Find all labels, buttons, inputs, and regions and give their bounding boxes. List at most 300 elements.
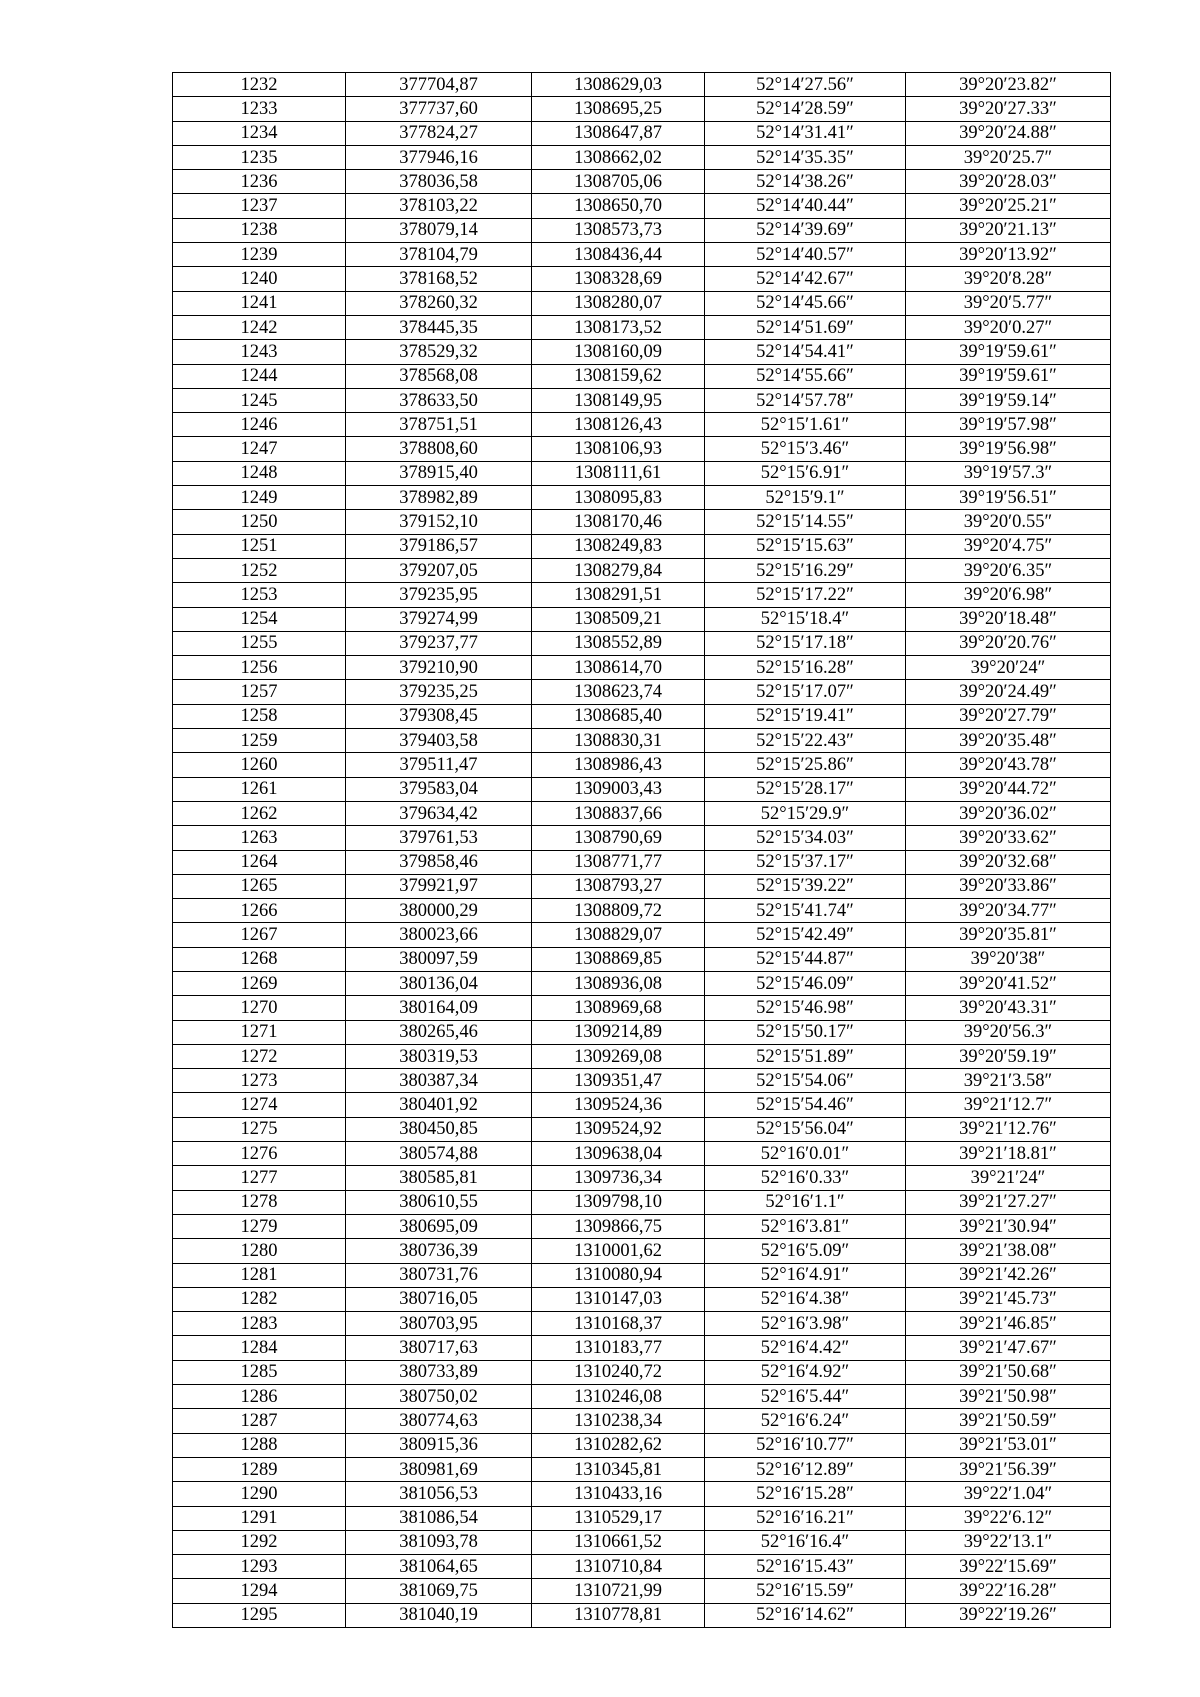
table-row — [173, 874, 1111, 898]
y-coordinate-cell: 1310147,03 — [532, 1287, 705, 1311]
latitude-cell: 52°16′16.4″ — [705, 1530, 906, 1554]
y-coordinate-cell: 1310710,84 — [532, 1555, 705, 1579]
longitude-cell: 39°20′18.48″ — [906, 607, 1111, 631]
latitude-cell: 52°16′0.01″ — [705, 1142, 906, 1166]
table-row — [173, 340, 1111, 364]
point-number-cell: 1292 — [173, 1530, 346, 1554]
table-row — [173, 534, 1111, 558]
table-row — [173, 1312, 1111, 1336]
longitude-cell: 39°21′56.39″ — [906, 1457, 1111, 1481]
latitude-cell: 52°15′54.46″ — [705, 1093, 906, 1117]
x-coordinate-cell: 381040,19 — [346, 1603, 532, 1627]
table-row — [173, 388, 1111, 412]
y-coordinate-cell: 1308552,89 — [532, 631, 705, 655]
point-number-cell: 1275 — [173, 1117, 346, 1141]
table-row — [173, 267, 1111, 291]
y-coordinate-cell: 1308936,08 — [532, 971, 705, 995]
longitude-cell: 39°20′32.68″ — [906, 850, 1111, 874]
y-coordinate-cell: 1308291,51 — [532, 583, 705, 607]
y-coordinate-cell: 1308509,21 — [532, 607, 705, 631]
x-coordinate-cell: 378445,35 — [346, 315, 532, 339]
point-number-cell: 1252 — [173, 558, 346, 582]
point-number-cell: 1288 — [173, 1433, 346, 1457]
point-number-cell: 1233 — [173, 97, 346, 121]
longitude-cell: 39°19′57.3″ — [906, 461, 1111, 485]
y-coordinate-cell: 1308771,77 — [532, 850, 705, 874]
longitude-cell: 39°20′24.88″ — [906, 121, 1111, 145]
latitude-cell: 52°16′0.33″ — [705, 1166, 906, 1190]
latitude-cell: 52°16′4.91″ — [705, 1263, 906, 1287]
x-coordinate-cell: 380750,02 — [346, 1385, 532, 1409]
longitude-cell: 39°22′6.12″ — [906, 1506, 1111, 1530]
point-number-cell: 1258 — [173, 704, 346, 728]
coordinate-table-body — [173, 73, 1111, 1628]
table-row — [173, 971, 1111, 995]
y-coordinate-cell: 1308809,72 — [532, 899, 705, 923]
longitude-cell: 39°20′35.81″ — [906, 923, 1111, 947]
latitude-cell: 52°14′38.26″ — [705, 170, 906, 194]
point-number-cell: 1250 — [173, 510, 346, 534]
table-row — [173, 1360, 1111, 1384]
longitude-cell: 39°21′53.01″ — [906, 1433, 1111, 1457]
point-number-cell: 1271 — [173, 1020, 346, 1044]
latitude-cell: 52°14′55.66″ — [705, 364, 906, 388]
latitude-cell: 52°16′14.62″ — [705, 1603, 906, 1627]
latitude-cell: 52°15′34.03″ — [705, 826, 906, 850]
x-coordinate-cell: 379210,90 — [346, 656, 532, 680]
latitude-cell: 52°14′45.66″ — [705, 291, 906, 315]
point-number-cell: 1259 — [173, 729, 346, 753]
point-number-cell: 1255 — [173, 631, 346, 655]
table-row — [173, 826, 1111, 850]
longitude-cell: 39°20′38″ — [906, 947, 1111, 971]
table-row — [173, 996, 1111, 1020]
point-number-cell: 1240 — [173, 267, 346, 291]
longitude-cell: 39°20′34.77″ — [906, 899, 1111, 923]
x-coordinate-cell: 378103,22 — [346, 194, 532, 218]
y-coordinate-cell: 1310080,94 — [532, 1263, 705, 1287]
table-row — [173, 850, 1111, 874]
point-number-cell: 1260 — [173, 753, 346, 777]
x-coordinate-cell: 379235,25 — [346, 680, 532, 704]
latitude-cell: 52°15′1.61″ — [705, 413, 906, 437]
latitude-cell: 52°16′3.98″ — [705, 1312, 906, 1336]
x-coordinate-cell: 378751,51 — [346, 413, 532, 437]
longitude-cell: 39°20′20.76″ — [906, 631, 1111, 655]
table-row — [173, 704, 1111, 728]
latitude-cell: 52°15′19.41″ — [705, 704, 906, 728]
x-coordinate-cell: 378808,60 — [346, 437, 532, 461]
longitude-cell: 39°21′45.73″ — [906, 1287, 1111, 1311]
latitude-cell: 52°15′41.74″ — [705, 899, 906, 923]
y-coordinate-cell: 1308629,03 — [532, 73, 705, 97]
latitude-cell: 52°15′9.1″ — [705, 486, 906, 510]
latitude-cell: 52°16′16.21″ — [705, 1506, 906, 1530]
point-number-cell: 1279 — [173, 1214, 346, 1238]
x-coordinate-cell: 379207,05 — [346, 558, 532, 582]
y-coordinate-cell: 1310183,77 — [532, 1336, 705, 1360]
latitude-cell: 52°15′14.55″ — [705, 510, 906, 534]
point-number-cell: 1257 — [173, 680, 346, 704]
point-number-cell: 1234 — [173, 121, 346, 145]
latitude-cell: 52°14′31.41″ — [705, 121, 906, 145]
x-coordinate-cell: 377946,16 — [346, 145, 532, 169]
latitude-cell: 52°14′51.69″ — [705, 315, 906, 339]
point-number-cell: 1239 — [173, 243, 346, 267]
latitude-cell: 52°16′5.44″ — [705, 1385, 906, 1409]
longitude-cell: 39°21′50.68″ — [906, 1360, 1111, 1384]
table-row — [173, 680, 1111, 704]
longitude-cell: 39°22′13.1″ — [906, 1530, 1111, 1554]
point-number-cell: 1281 — [173, 1263, 346, 1287]
y-coordinate-cell: 1308280,07 — [532, 291, 705, 315]
latitude-cell: 52°16′4.38″ — [705, 1287, 906, 1311]
point-number-cell: 1274 — [173, 1093, 346, 1117]
point-number-cell: 1266 — [173, 899, 346, 923]
y-coordinate-cell: 1308969,68 — [532, 996, 705, 1020]
longitude-cell: 39°19′56.98″ — [906, 437, 1111, 461]
table-row — [173, 1385, 1111, 1409]
table-row — [173, 510, 1111, 534]
latitude-cell: 52°14′42.67″ — [705, 267, 906, 291]
latitude-cell: 52°16′4.42″ — [705, 1336, 906, 1360]
point-number-cell: 1237 — [173, 194, 346, 218]
longitude-cell: 39°21′30.94″ — [906, 1214, 1111, 1238]
y-coordinate-cell: 1308573,73 — [532, 218, 705, 242]
table-row — [173, 243, 1111, 267]
table-row — [173, 1409, 1111, 1433]
table-row — [173, 923, 1111, 947]
point-number-cell: 1247 — [173, 437, 346, 461]
table-row — [173, 437, 1111, 461]
y-coordinate-cell: 1310529,17 — [532, 1506, 705, 1530]
x-coordinate-cell: 377737,60 — [346, 97, 532, 121]
table-row — [173, 1142, 1111, 1166]
latitude-cell: 52°16′1.1″ — [705, 1190, 906, 1214]
y-coordinate-cell: 1308328,69 — [532, 267, 705, 291]
y-coordinate-cell: 1309269,08 — [532, 1044, 705, 1068]
point-number-cell: 1265 — [173, 874, 346, 898]
x-coordinate-cell: 379858,46 — [346, 850, 532, 874]
table-row — [173, 1117, 1111, 1141]
x-coordinate-cell: 380731,76 — [346, 1263, 532, 1287]
x-coordinate-cell: 379921,97 — [346, 874, 532, 898]
latitude-cell: 52°14′35.35″ — [705, 145, 906, 169]
x-coordinate-cell: 379511,47 — [346, 753, 532, 777]
table-row — [173, 1482, 1111, 1506]
longitude-cell: 39°21′42.26″ — [906, 1263, 1111, 1287]
x-coordinate-cell: 380136,04 — [346, 971, 532, 995]
y-coordinate-cell: 1310345,81 — [532, 1457, 705, 1481]
table-row — [173, 1069, 1111, 1093]
point-number-cell: 1272 — [173, 1044, 346, 1068]
y-coordinate-cell: 1310433,16 — [532, 1482, 705, 1506]
table-row — [173, 1263, 1111, 1287]
latitude-cell: 52°15′29.9″ — [705, 801, 906, 825]
latitude-cell: 52°15′17.07″ — [705, 680, 906, 704]
x-coordinate-cell: 380703,95 — [346, 1312, 532, 1336]
x-coordinate-cell: 379583,04 — [346, 777, 532, 801]
latitude-cell: 52°16′5.09″ — [705, 1239, 906, 1263]
table-row — [173, 631, 1111, 655]
table-row — [173, 1457, 1111, 1481]
x-coordinate-cell: 378982,89 — [346, 486, 532, 510]
table-row — [173, 1044, 1111, 1068]
latitude-cell: 52°16′15.43″ — [705, 1555, 906, 1579]
x-coordinate-cell: 378079,14 — [346, 218, 532, 242]
longitude-cell: 39°20′33.62″ — [906, 826, 1111, 850]
y-coordinate-cell: 1310661,52 — [532, 1530, 705, 1554]
latitude-cell: 52°15′15.63″ — [705, 534, 906, 558]
y-coordinate-cell: 1308986,43 — [532, 753, 705, 777]
table-row — [173, 1530, 1111, 1554]
x-coordinate-cell: 378568,08 — [346, 364, 532, 388]
y-coordinate-cell: 1310246,08 — [532, 1385, 705, 1409]
longitude-cell: 39°22′15.69″ — [906, 1555, 1111, 1579]
point-number-cell: 1243 — [173, 340, 346, 364]
y-coordinate-cell: 1308111,61 — [532, 461, 705, 485]
table-row — [173, 1433, 1111, 1457]
y-coordinate-cell: 1308829,07 — [532, 923, 705, 947]
table-row — [173, 583, 1111, 607]
x-coordinate-cell: 380733,89 — [346, 1360, 532, 1384]
x-coordinate-cell: 379634,42 — [346, 801, 532, 825]
latitude-cell: 52°15′46.09″ — [705, 971, 906, 995]
y-coordinate-cell: 1308436,44 — [532, 243, 705, 267]
longitude-cell: 39°20′24″ — [906, 656, 1111, 680]
point-number-cell: 1245 — [173, 388, 346, 412]
x-coordinate-cell: 379186,57 — [346, 534, 532, 558]
latitude-cell: 52°15′44.87″ — [705, 947, 906, 971]
longitude-cell: 39°20′35.48″ — [906, 729, 1111, 753]
table-row — [173, 170, 1111, 194]
y-coordinate-cell: 1308095,83 — [532, 486, 705, 510]
longitude-cell: 39°20′33.86″ — [906, 874, 1111, 898]
x-coordinate-cell: 380981,69 — [346, 1457, 532, 1481]
latitude-cell: 52°15′17.18″ — [705, 631, 906, 655]
point-number-cell: 1278 — [173, 1190, 346, 1214]
latitude-cell: 52°15′22.43″ — [705, 729, 906, 753]
x-coordinate-cell: 380023,66 — [346, 923, 532, 947]
table-row — [173, 194, 1111, 218]
longitude-cell: 39°21′3.58″ — [906, 1069, 1111, 1093]
latitude-cell: 52°15′16.28″ — [705, 656, 906, 680]
y-coordinate-cell: 1310282,62 — [532, 1433, 705, 1457]
x-coordinate-cell: 377704,87 — [346, 73, 532, 97]
latitude-cell: 52°15′3.46″ — [705, 437, 906, 461]
latitude-cell: 52°16′12.89″ — [705, 1457, 906, 1481]
table-row — [173, 291, 1111, 315]
latitude-cell: 52°14′39.69″ — [705, 218, 906, 242]
y-coordinate-cell: 1309351,47 — [532, 1069, 705, 1093]
latitude-cell: 52°15′39.22″ — [705, 874, 906, 898]
table-row — [173, 73, 1111, 97]
latitude-cell: 52°15′6.91″ — [705, 461, 906, 485]
y-coordinate-cell: 1308662,02 — [532, 145, 705, 169]
x-coordinate-cell: 380387,34 — [346, 1069, 532, 1093]
y-coordinate-cell: 1308279,84 — [532, 558, 705, 582]
longitude-cell: 39°21′18.81″ — [906, 1142, 1111, 1166]
latitude-cell: 52°15′28.17″ — [705, 777, 906, 801]
point-number-cell: 1256 — [173, 656, 346, 680]
latitude-cell: 52°16′15.59″ — [705, 1579, 906, 1603]
y-coordinate-cell: 1309798,10 — [532, 1190, 705, 1214]
longitude-cell: 39°22′1.04″ — [906, 1482, 1111, 1506]
point-number-cell: 1235 — [173, 145, 346, 169]
point-number-cell: 1269 — [173, 971, 346, 995]
x-coordinate-cell: 378633,50 — [346, 388, 532, 412]
table-row — [173, 899, 1111, 923]
x-coordinate-cell: 380097,59 — [346, 947, 532, 971]
longitude-cell: 39°20′27.33″ — [906, 97, 1111, 121]
x-coordinate-cell: 379237,77 — [346, 631, 532, 655]
x-coordinate-cell: 380450,85 — [346, 1117, 532, 1141]
longitude-cell: 39°20′43.78″ — [906, 753, 1111, 777]
longitude-cell: 39°21′47.67″ — [906, 1336, 1111, 1360]
x-coordinate-cell: 378104,79 — [346, 243, 532, 267]
x-coordinate-cell: 379235,95 — [346, 583, 532, 607]
x-coordinate-cell: 381056,53 — [346, 1482, 532, 1506]
y-coordinate-cell: 1309638,04 — [532, 1142, 705, 1166]
table-row — [173, 558, 1111, 582]
table-row — [173, 656, 1111, 680]
y-coordinate-cell: 1308685,40 — [532, 704, 705, 728]
y-coordinate-cell: 1308793,27 — [532, 874, 705, 898]
longitude-cell: 39°20′25.21″ — [906, 194, 1111, 218]
table-row — [173, 1214, 1111, 1238]
point-number-cell: 1286 — [173, 1385, 346, 1409]
longitude-cell: 39°19′59.61″ — [906, 364, 1111, 388]
longitude-cell: 39°21′12.7″ — [906, 1093, 1111, 1117]
point-number-cell: 1295 — [173, 1603, 346, 1627]
y-coordinate-cell: 1308790,69 — [532, 826, 705, 850]
longitude-cell: 39°20′6.35″ — [906, 558, 1111, 582]
point-number-cell: 1294 — [173, 1579, 346, 1603]
longitude-cell: 39°21′38.08″ — [906, 1239, 1111, 1263]
table-row — [173, 947, 1111, 971]
longitude-cell: 39°21′27.27″ — [906, 1190, 1111, 1214]
longitude-cell: 39°22′19.26″ — [906, 1603, 1111, 1627]
x-coordinate-cell: 380716,05 — [346, 1287, 532, 1311]
x-coordinate-cell: 380585,81 — [346, 1166, 532, 1190]
latitude-cell: 52°15′46.98″ — [705, 996, 906, 1020]
point-number-cell: 1276 — [173, 1142, 346, 1166]
longitude-cell: 39°20′4.75″ — [906, 534, 1111, 558]
x-coordinate-cell: 380164,09 — [346, 996, 532, 1020]
latitude-cell: 52°14′28.59″ — [705, 97, 906, 121]
x-coordinate-cell: 379403,58 — [346, 729, 532, 753]
x-coordinate-cell: 380774,63 — [346, 1409, 532, 1433]
y-coordinate-cell: 1309866,75 — [532, 1214, 705, 1238]
table-row — [173, 1603, 1111, 1627]
point-number-cell: 1253 — [173, 583, 346, 607]
point-number-cell: 1277 — [173, 1166, 346, 1190]
y-coordinate-cell: 1310001,62 — [532, 1239, 705, 1263]
y-coordinate-cell: 1308705,06 — [532, 170, 705, 194]
point-number-cell: 1284 — [173, 1336, 346, 1360]
x-coordinate-cell: 379761,53 — [346, 826, 532, 850]
x-coordinate-cell: 381086,54 — [346, 1506, 532, 1530]
y-coordinate-cell: 1309524,36 — [532, 1093, 705, 1117]
point-number-cell: 1263 — [173, 826, 346, 850]
y-coordinate-cell: 1310238,34 — [532, 1409, 705, 1433]
x-coordinate-cell: 380736,39 — [346, 1239, 532, 1263]
point-number-cell: 1251 — [173, 534, 346, 558]
longitude-cell: 39°19′59.14″ — [906, 388, 1111, 412]
longitude-cell: 39°19′57.98″ — [906, 413, 1111, 437]
y-coordinate-cell: 1308170,46 — [532, 510, 705, 534]
point-number-cell: 1262 — [173, 801, 346, 825]
y-coordinate-cell: 1308160,09 — [532, 340, 705, 364]
latitude-cell: 52°15′50.17″ — [705, 1020, 906, 1044]
table-row — [173, 1506, 1111, 1530]
point-number-cell: 1236 — [173, 170, 346, 194]
table-row — [173, 1239, 1111, 1263]
longitude-cell: 39°20′44.72″ — [906, 777, 1111, 801]
latitude-cell: 52°16′15.28″ — [705, 1482, 906, 1506]
longitude-cell: 39°21′24″ — [906, 1166, 1111, 1190]
y-coordinate-cell: 1308614,70 — [532, 656, 705, 680]
point-number-cell: 1270 — [173, 996, 346, 1020]
x-coordinate-cell: 380319,53 — [346, 1044, 532, 1068]
table-row — [173, 607, 1111, 631]
x-coordinate-cell: 378260,32 — [346, 291, 532, 315]
table-row — [173, 777, 1111, 801]
longitude-cell: 39°20′5.77″ — [906, 291, 1111, 315]
longitude-cell: 39°20′0.55″ — [906, 510, 1111, 534]
point-number-cell: 1232 — [173, 73, 346, 97]
x-coordinate-cell: 378036,58 — [346, 170, 532, 194]
longitude-cell: 39°20′6.98″ — [906, 583, 1111, 607]
x-coordinate-cell: 380000,29 — [346, 899, 532, 923]
latitude-cell: 52°15′17.22″ — [705, 583, 906, 607]
latitude-cell: 52°15′42.49″ — [705, 923, 906, 947]
point-number-cell: 1290 — [173, 1482, 346, 1506]
y-coordinate-cell: 1310168,37 — [532, 1312, 705, 1336]
longitude-cell: 39°22′16.28″ — [906, 1579, 1111, 1603]
y-coordinate-cell: 1310721,99 — [532, 1579, 705, 1603]
x-coordinate-cell: 380915,36 — [346, 1433, 532, 1457]
x-coordinate-cell: 380610,55 — [346, 1190, 532, 1214]
x-coordinate-cell: 380717,63 — [346, 1336, 532, 1360]
point-number-cell: 1249 — [173, 486, 346, 510]
longitude-cell: 39°20′8.28″ — [906, 267, 1111, 291]
longitude-cell: 39°19′56.51″ — [906, 486, 1111, 510]
x-coordinate-cell: 378915,40 — [346, 461, 532, 485]
table-row — [173, 218, 1111, 242]
x-coordinate-cell: 378529,32 — [346, 340, 532, 364]
longitude-cell: 39°20′43.31″ — [906, 996, 1111, 1020]
latitude-cell: 52°15′37.17″ — [705, 850, 906, 874]
point-number-cell: 1282 — [173, 1287, 346, 1311]
x-coordinate-cell: 380574,88 — [346, 1142, 532, 1166]
table-row — [173, 364, 1111, 388]
y-coordinate-cell: 1308173,52 — [532, 315, 705, 339]
point-number-cell: 1238 — [173, 218, 346, 242]
latitude-cell: 52°14′40.57″ — [705, 243, 906, 267]
point-number-cell: 1293 — [173, 1555, 346, 1579]
y-coordinate-cell: 1309214,89 — [532, 1020, 705, 1044]
latitude-cell: 52°15′18.4″ — [705, 607, 906, 631]
table-row — [173, 1166, 1111, 1190]
table-row — [173, 486, 1111, 510]
latitude-cell: 52°16′4.92″ — [705, 1360, 906, 1384]
point-number-cell: 1291 — [173, 1506, 346, 1530]
point-number-cell: 1246 — [173, 413, 346, 437]
longitude-cell: 39°20′23.82″ — [906, 73, 1111, 97]
latitude-cell: 52°15′16.29″ — [705, 558, 906, 582]
table-row — [173, 1336, 1111, 1360]
